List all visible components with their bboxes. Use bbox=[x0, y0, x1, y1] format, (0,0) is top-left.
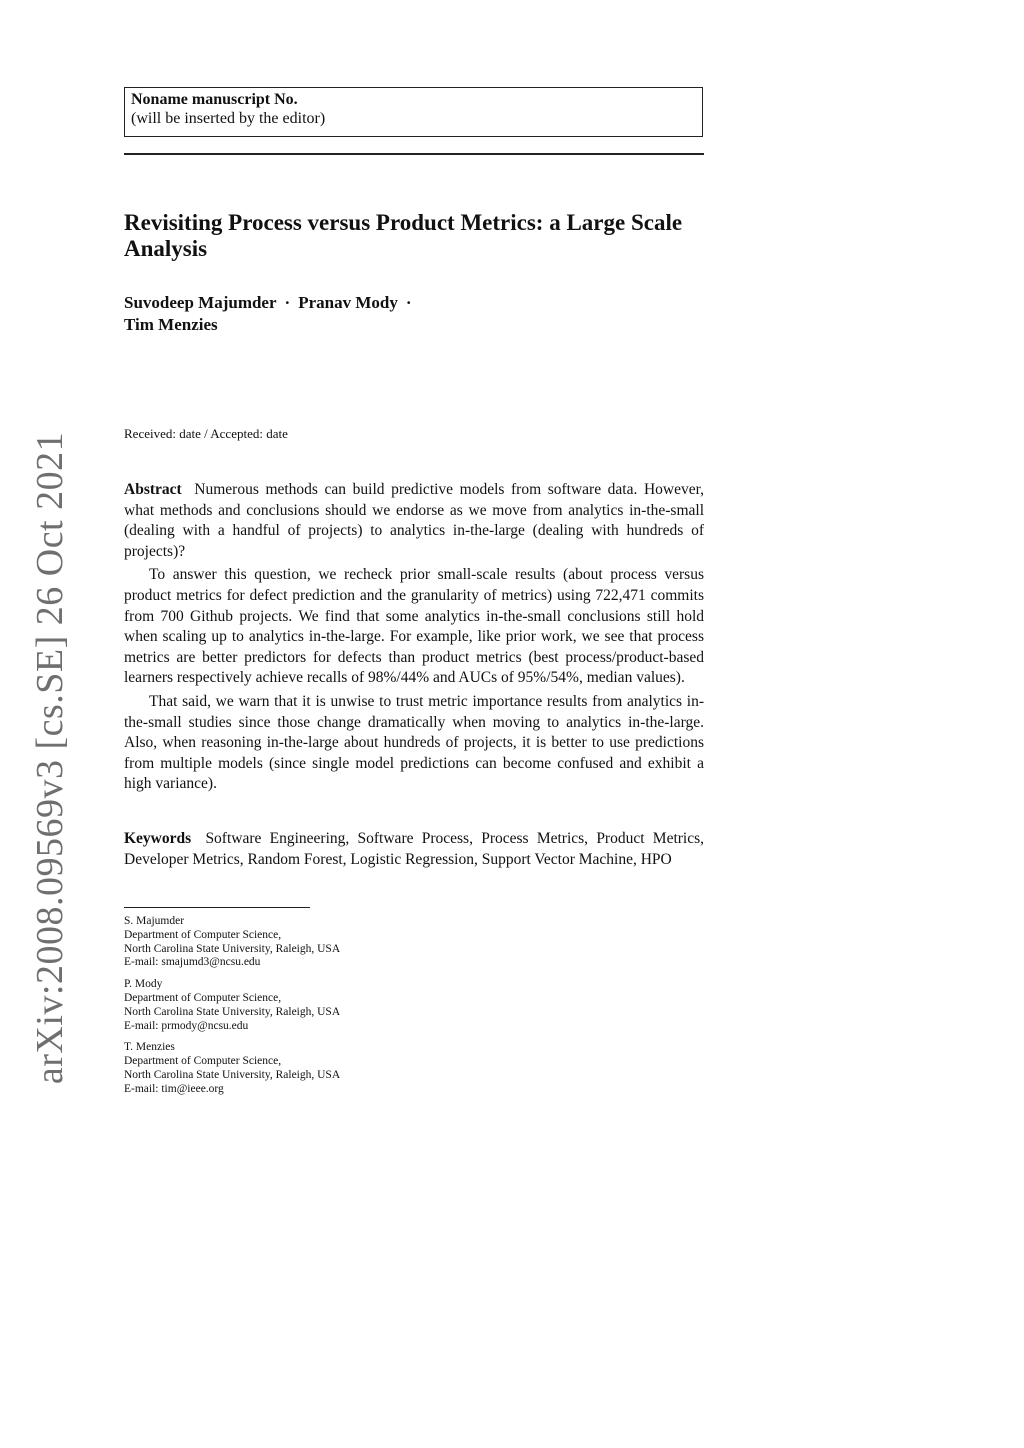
abstract-text: Numerous methods can build predictive models from software data. However, what methods and conclusions should we endorse as we move from analytics in-the-small (dealing with a handful of projects) to analytics in-the-large (dealing with hundreds of projects)? bbox=[124, 481, 705, 560]
author-name: Tim Menzies bbox=[124, 315, 218, 334]
footnote-divider bbox=[124, 907, 310, 908]
abstract-paragraph: To answer this question, we recheck prior small-scale results (about process versus product metrics for defect prediction and the granularity of metrics) using 722,471 commits from 700 Github projects. We find that some analytics in-the-small conclusions still hold when scaling up to analytics in-the-large. For example, like prior work, we see that process metrics are better predictors for defects than product metrics (best process/product-based learners respectively achieve recalls of 98%/44% and AUCs of 95%/54%, median values). bbox=[124, 566, 704, 687]
affiliation-department: Department of Computer Science, bbox=[124, 1055, 282, 1068]
header-divider bbox=[124, 153, 704, 155]
abstract-paragraph bbox=[124, 480, 704, 562]
affiliation-department: Department of Computer Science, bbox=[124, 928, 282, 941]
abstract-paragraph: That said, we warn that it is unwise to trust metric importance results from analytics in-the-small studies since those change dramatically when moving to analytics in-the-large. Also, when reasoning in-the-large about hundreds of projects, it is better to use predictions from multiple models (since single model predictions can become confused and exhibit a high variance). bbox=[124, 692, 704, 793]
author-name: Suvodeep Majumder bbox=[124, 293, 277, 312]
affiliation-email[interactable]: E-mail: prmody@ncsu.edu bbox=[124, 1019, 249, 1032]
affiliation-department: Department of Computer Science, bbox=[124, 991, 282, 1004]
affiliation-list bbox=[124, 915, 524, 1105]
affiliation-email[interactable]: E-mail: smajumd3@ncsu.edu bbox=[124, 956, 261, 969]
author-name: Pranav Mody bbox=[298, 293, 398, 312]
affiliation-block bbox=[124, 1041, 524, 1096]
affiliation-university: North Carolina State University, Raleigh, USA bbox=[124, 942, 341, 955]
affiliation-block bbox=[124, 915, 524, 970]
affiliation-name: T. Menzies bbox=[124, 1041, 175, 1054]
paper-title: Revisiting Process versus Product Metrics: a Large Scale Analysis bbox=[124, 210, 683, 261]
affiliation-email[interactable]: E-mail: tim@ieee.org bbox=[124, 1082, 224, 1095]
affiliation-block bbox=[124, 978, 524, 1033]
manuscript-editor-note: (will be inserted by the editor) bbox=[131, 110, 326, 127]
affiliation-university: North Carolina State University, Raleigh, USA bbox=[124, 1005, 341, 1018]
abstract-heading: Abstract bbox=[124, 481, 182, 498]
arxiv-identifier: arXiv:2008.09569v3 [cs.SE] 26 Oct 2021 bbox=[29, 431, 71, 1085]
author-separator: · bbox=[284, 293, 291, 312]
manuscript-number-label: Noname manuscript No. bbox=[131, 91, 298, 108]
author-separator: · bbox=[405, 293, 412, 312]
keywords-text: Software Engineering, Software Process, Process Metrics, Product Metrics, Developer Metrics, Random Forest, Logistic Regression, Support Vector Machine, HPO bbox=[124, 830, 705, 868]
abstract-section bbox=[124, 480, 704, 795]
affiliation-name: S. Majumder bbox=[124, 915, 185, 927]
author-list bbox=[124, 292, 704, 336]
keywords-heading: Keywords bbox=[124, 830, 192, 847]
affiliation-name: P. Mody bbox=[124, 978, 163, 991]
affiliation-university: North Carolina State University, Raleigh, USA bbox=[124, 1068, 341, 1081]
received-accepted-dates: Received: date / Accepted: date bbox=[124, 426, 288, 441]
keywords-section bbox=[124, 829, 704, 870]
manuscript-box bbox=[124, 87, 703, 137]
